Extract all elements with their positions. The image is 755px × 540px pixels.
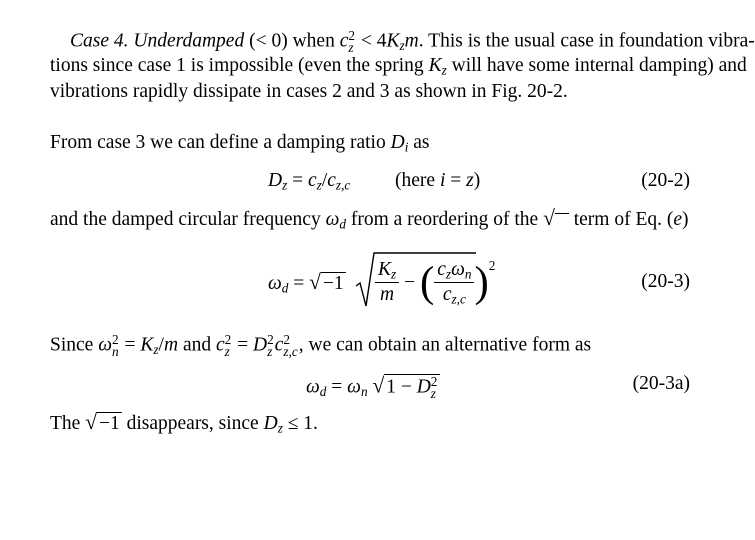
equation-20-2-note: (here i = z) <box>395 170 481 191</box>
paragraph-4: Since ω 2 n = $K_z/m$ and c 2 z = D 2 z c 2 z,c , we can obtain an alternative form as <box>50 332 592 359</box>
equation-number: (20-3) <box>641 271 690 292</box>
equation-20-3a-body: $\omega_d = \omega_n$ √ 1 − D 2 z <box>306 374 440 400</box>
fraction-k-over-m: $\frac{K_z}{m}$ <box>375 258 399 308</box>
fraction-cz-omega-over-czc: $\frac{c_z\omega_n}{c_{z,c}}$ <box>434 258 474 308</box>
equation-number: (20-2) <box>641 170 690 191</box>
equation-number: (20-3a) <box>632 373 690 394</box>
equation-20-3-lhs: $\omega_d$ = √ −1 <box>268 270 344 296</box>
paragraph-1-line-2: tions since case 1 is impossible (even the spring $K_z$ will have some internal damping) and <box>50 55 747 78</box>
case-heading: Case 4. Underdamped <box>70 30 245 52</box>
equation-20-3-radicand: $\frac{K_z}{m}$ − ( $\frac{c_z\omega_n}{c_{z,c}}$ )$^2$ <box>375 258 495 308</box>
paragraph-2: From case 3 we can define a damping ratio $D_i$ as <box>50 132 430 155</box>
equation-20-2-body: $D_z = c_z/c_{z,c}$ <box>268 170 351 193</box>
square-root-symbol: √ <box>543 209 569 230</box>
paragraph-1-line-1: Case 4. Underdamped (< 0) when c 2 z < $4K_zm$. This is the usual case in foundation vibra- <box>70 28 755 55</box>
equation-20-3 <box>0 250 720 312</box>
paragraph-1-line-3: vibrations rapidly dissipate in cases 2 and 3 as shown in Fig. 20-2. <box>50 81 568 102</box>
paragraph-3: and the damped circular frequency $\omega_d$ from a reordering of the √ term of Eq. (e) <box>50 206 689 232</box>
paragraph-5: The √ −1 disappears, since $D_z \le 1$. <box>50 410 318 436</box>
